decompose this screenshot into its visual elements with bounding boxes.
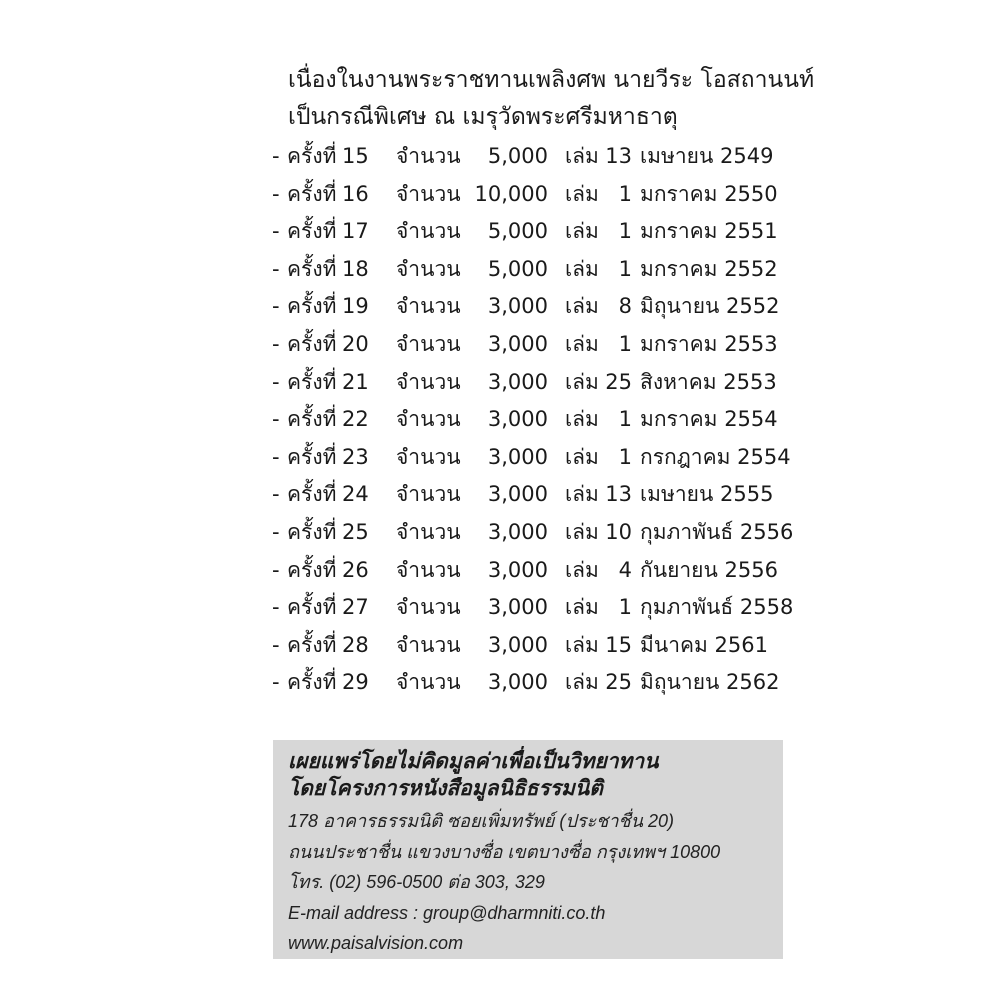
printing-month-year: มกราคม 2553 bbox=[640, 331, 778, 356]
printing-label: ครั้งที่ bbox=[287, 219, 337, 244]
row-dash: - bbox=[272, 444, 280, 469]
amount-label: จำนวน bbox=[396, 144, 461, 168]
printing-month-year: สิงหาคม 2553 bbox=[640, 369, 777, 394]
volume-label: เล่ม bbox=[565, 670, 599, 695]
row-dash: - bbox=[272, 632, 280, 657]
row-dash: - bbox=[272, 369, 280, 394]
printing-month-year: มกราคม 2551 bbox=[640, 219, 778, 244]
list-item bbox=[272, 213, 832, 251]
printing-number: 18 bbox=[342, 256, 369, 281]
printing-number: 15 bbox=[342, 144, 369, 168]
publisher-address-line-2: ถนนประชาชื่น แขวงบางซื่อ เขตบางซื่อ กรุงเทพฯ 10800 bbox=[288, 841, 721, 862]
printing-quantity: 3,000 bbox=[487, 369, 548, 394]
row-dash: - bbox=[272, 519, 280, 544]
printing-day: 1 bbox=[618, 219, 632, 244]
printing-day: 1 bbox=[618, 181, 632, 206]
amount-label: จำนวน bbox=[396, 519, 461, 544]
printing-day: 25 bbox=[605, 369, 632, 394]
printing-month-year: มกราคม 2552 bbox=[640, 256, 778, 281]
volume-label: เล่ม bbox=[565, 519, 599, 544]
amount-label: จำนวน bbox=[396, 407, 461, 432]
volume-label: เล่ม bbox=[565, 294, 599, 319]
printing-quantity: 5,000 bbox=[487, 144, 548, 168]
row-dash: - bbox=[272, 482, 280, 507]
printing-day: 13 bbox=[605, 482, 632, 507]
amount-label: จำนวน bbox=[396, 482, 461, 507]
volume-label: เล่ม bbox=[565, 557, 599, 582]
list-item bbox=[272, 401, 832, 439]
printing-day: 4 bbox=[618, 557, 632, 582]
printing-quantity: 3,000 bbox=[487, 444, 548, 469]
volume-label: เล่ม bbox=[565, 181, 599, 206]
printing-label: ครั้งที่ bbox=[287, 369, 337, 394]
amount-label: จำนวน bbox=[396, 256, 461, 281]
list-item bbox=[272, 138, 832, 176]
printing-number: 16 bbox=[342, 181, 369, 206]
printing-number: 26 bbox=[342, 557, 369, 582]
list-item bbox=[272, 552, 832, 590]
list-item bbox=[272, 514, 832, 552]
row-dash: - bbox=[272, 219, 280, 244]
printing-quantity: 3,000 bbox=[487, 407, 548, 432]
printing-quantity: 3,000 bbox=[487, 294, 548, 319]
amount-label: จำนวน bbox=[396, 444, 461, 469]
list-item bbox=[272, 589, 832, 627]
volume-label: เล่ม bbox=[565, 331, 599, 356]
printing-number: 24 bbox=[342, 482, 369, 507]
row-dash: - bbox=[272, 557, 280, 582]
printing-day: 25 bbox=[605, 670, 632, 695]
publisher-info-box bbox=[273, 740, 783, 959]
printing-month-year: มิถุนายน 2562 bbox=[640, 670, 780, 695]
printing-label: ครั้งที่ bbox=[287, 670, 337, 695]
intro-text bbox=[288, 62, 814, 136]
printing-month-year: กันยายน 2556 bbox=[640, 557, 778, 582]
printing-label: ครั้งที่ bbox=[287, 256, 337, 281]
printing-label: ครั้งที่ bbox=[287, 519, 337, 544]
list-item bbox=[272, 439, 832, 477]
printing-quantity: 3,000 bbox=[487, 670, 548, 695]
amount-label: จำนวน bbox=[396, 219, 461, 244]
volume-label: เล่ม bbox=[565, 632, 599, 657]
printing-label: ครั้งที่ bbox=[287, 294, 337, 319]
printing-month-year: กุมภาพันธ์ 2556 bbox=[640, 519, 794, 544]
volume-label: เล่ม bbox=[565, 256, 599, 281]
list-item bbox=[272, 251, 832, 289]
printing-quantity: 5,000 bbox=[487, 256, 548, 281]
amount-label: จำนวน bbox=[396, 181, 461, 206]
printing-day: 1 bbox=[618, 256, 632, 281]
row-dash: - bbox=[272, 331, 280, 356]
amount-label: จำนวน bbox=[396, 369, 461, 394]
printing-month-year: เมษายน 2555 bbox=[640, 482, 774, 507]
list-item bbox=[272, 176, 832, 214]
printing-label: ครั้งที่ bbox=[287, 557, 337, 582]
publisher-phone: โทร. (02) 596-0500 ต่อ 303, 329 bbox=[288, 872, 545, 892]
printing-number: 28 bbox=[342, 632, 369, 657]
volume-label: เล่ม bbox=[565, 144, 599, 168]
printing-quantity: 3,000 bbox=[487, 557, 548, 582]
printing-number: 23 bbox=[342, 444, 369, 469]
printing-label: ครั้งที่ bbox=[287, 482, 337, 507]
publisher-address-line-1: 178 อาคารธรรมนิติ ซอยเพิ่มทรัพย์ (ประชาชื่น 20) bbox=[288, 811, 674, 831]
printing-day: 1 bbox=[618, 595, 632, 620]
volume-label: เล่ม bbox=[565, 407, 599, 432]
row-dash: - bbox=[272, 144, 280, 168]
intro-line-1: เนื่องในงานพระราชทานเพลิงศพ นายวีระ โอสถานนท์ bbox=[288, 67, 815, 93]
printing-month-year: กุมภาพันธ์ 2558 bbox=[640, 595, 794, 620]
printing-day: 15 bbox=[605, 632, 632, 657]
row-dash: - bbox=[272, 595, 280, 620]
printing-quantity: 5,000 bbox=[487, 219, 548, 244]
list-item bbox=[272, 326, 832, 364]
printing-number: 27 bbox=[342, 595, 369, 620]
printing-month-year: มีนาคม 2561 bbox=[640, 632, 768, 657]
list-item bbox=[272, 476, 832, 514]
printing-month-year: เมษายน 2549 bbox=[640, 144, 774, 168]
printing-day: 1 bbox=[618, 444, 632, 469]
printing-number: 25 bbox=[342, 519, 369, 544]
printing-day: 13 bbox=[605, 144, 632, 168]
row-dash: - bbox=[272, 670, 280, 695]
printing-number: 29 bbox=[342, 670, 369, 695]
printing-label: ครั้งที่ bbox=[287, 444, 337, 469]
printing-month-year: มกราคม 2550 bbox=[640, 181, 778, 206]
volume-label: เล่ม bbox=[565, 595, 599, 620]
printing-history-list bbox=[272, 138, 832, 702]
list-item bbox=[272, 627, 832, 665]
row-dash: - bbox=[272, 181, 280, 206]
amount-label: จำนวน bbox=[396, 595, 461, 620]
list-item bbox=[272, 664, 832, 702]
row-dash: - bbox=[272, 294, 280, 319]
amount-label: จำนวน bbox=[396, 632, 461, 657]
printing-label: ครั้งที่ bbox=[287, 632, 337, 657]
printing-day: 1 bbox=[618, 331, 632, 356]
amount-label: จำนวน bbox=[396, 557, 461, 582]
printing-month-year: มิถุนายน 2552 bbox=[640, 294, 780, 319]
printing-month-year: มกราคม 2554 bbox=[640, 407, 778, 432]
printing-number: 17 bbox=[342, 219, 369, 244]
amount-label: จำนวน bbox=[396, 331, 461, 356]
printing-label: ครั้งที่ bbox=[287, 331, 337, 356]
publisher-project: โดยโครงการหนังสือมูลนิธิธรรมนิติ bbox=[288, 777, 603, 800]
volume-label: เล่ม bbox=[565, 219, 599, 244]
printing-day: 1 bbox=[618, 407, 632, 432]
printing-month-year: กรกฎาคม 2554 bbox=[640, 444, 791, 469]
printing-number: 21 bbox=[342, 369, 369, 394]
printing-quantity: 3,000 bbox=[487, 595, 548, 620]
printing-day: 10 bbox=[605, 519, 632, 544]
printing-quantity: 3,000 bbox=[487, 632, 548, 657]
printing-label: ครั้งที่ bbox=[287, 181, 337, 206]
publisher-email: E-mail address : group@dharmniti.co.th bbox=[288, 902, 606, 923]
intro-line-2: เป็นกรณีพิเศษ ณ เมรุวัดพระศรีมหาธาตุ bbox=[288, 104, 678, 130]
printing-quantity: 3,000 bbox=[487, 519, 548, 544]
volume-label: เล่ม bbox=[565, 369, 599, 394]
printing-quantity: 3,000 bbox=[487, 482, 548, 507]
amount-label: จำนวน bbox=[396, 294, 461, 319]
publisher-website[interactable]: www.paisalvision.com bbox=[288, 933, 464, 953]
printing-number: 19 bbox=[342, 294, 369, 319]
list-item bbox=[272, 288, 832, 326]
printing-quantity: 3,000 bbox=[487, 331, 548, 356]
printing-label: ครั้งที่ bbox=[287, 407, 337, 432]
row-dash: - bbox=[272, 256, 280, 281]
printing-number: 22 bbox=[342, 407, 369, 432]
volume-label: เล่ม bbox=[565, 444, 599, 469]
printing-label: ครั้งที่ bbox=[287, 144, 337, 168]
printing-day: 8 bbox=[618, 294, 632, 319]
list-item bbox=[272, 364, 832, 402]
amount-label: จำนวน bbox=[396, 670, 461, 695]
volume-label: เล่ม bbox=[565, 482, 599, 507]
row-dash: - bbox=[272, 407, 280, 432]
printing-label: ครั้งที่ bbox=[287, 595, 337, 620]
printing-quantity: 10,000 bbox=[474, 181, 548, 206]
printing-number: 20 bbox=[342, 331, 369, 356]
publisher-note: เผยแพร่โดยไม่คิดมูลค่าเพื่อเป็นวิทยาทาน bbox=[288, 750, 659, 773]
